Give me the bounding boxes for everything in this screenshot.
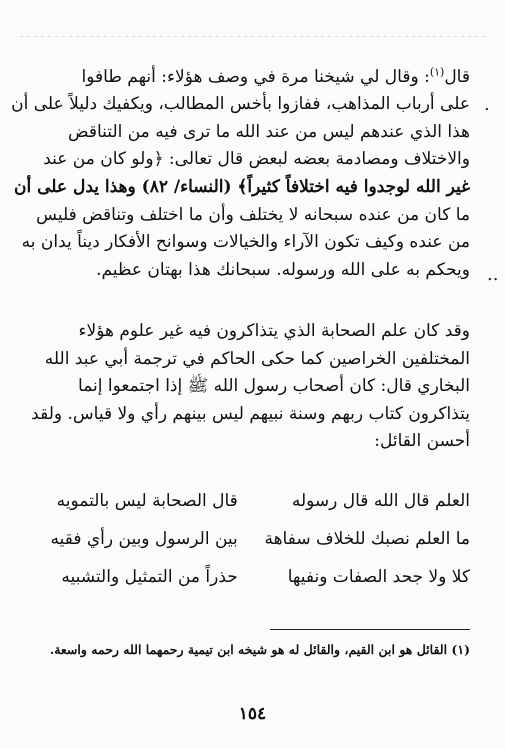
page-number: ١٥٤ — [238, 704, 267, 724]
top-scan-rule — [20, 36, 485, 37]
text-line: على أرباب المذاهب، ففازوا بأخس المطالب، ويكفيك دليلاً على أن — [11, 94, 470, 115]
text-line: ما كان من عنده سبحانه لا يختلف وأن ما اختلف وتناقض فليس — [36, 204, 470, 225]
text-line: المختلفين الخراصين كما حكى الحاكم في ترجمة أبي عبد الله — [44, 348, 470, 369]
text-line: من عنده وكيف تكون الآراء والخيالات وسوانح الأفكار ديناً يدان به — [21, 232, 470, 253]
text-line: قال$^{(١)}$: وقال لي شيخنا مرة في وصف هؤلاء: أنهم طافوا — [81, 65, 470, 87]
paragraph-main — [11, 58, 470, 284]
text-line: البخاري قال: كان أصحاب رسول الله ﷺ إذا اجتمعوا إنما — [78, 376, 470, 397]
text-line: يتذاكرون كتاب ربهم وسنة نبيهم ليس بينهم رأي ولا قياس. ولقد — [31, 403, 470, 424]
text-line: هذا الذي عندهم ليس من عند الله ما ترى فيه من التناقض — [68, 121, 470, 142]
poem-second-hemistich: حذراً من التمثيل والتشبيه — [61, 567, 238, 587]
poem-verse — [40, 520, 470, 558]
paragraph-companions — [31, 318, 470, 456]
poem-first-hemistich: العلم قال الله قال رسوله — [291, 491, 470, 511]
margin-mark: . — [484, 94, 490, 115]
poem-second-hemistich: قال الصحابة ليس بالتمويه — [56, 491, 238, 511]
text-line: وقد كان علم الصحابة الذي يتذاكرون فيه غير علوم هؤلاء — [78, 321, 470, 341]
poem-second-hemistich: بين الرسول وبين رأي فقيه — [50, 529, 238, 549]
poem-first-hemistich: ما العلم نصبك للخلاف سفاهة — [264, 529, 470, 549]
footnote-marker: (١) — [429, 65, 445, 78]
footnote: (١) القائل هو ابن القيم، والقائل له هو شيخه ابن تيمية رحمهما الله رحمه واسعة. — [49, 642, 470, 657]
poem-first-hemistich: كلا ولا جحد الصفات ونفيها — [287, 567, 470, 587]
quran-verse-line: غير الله لوجدوا فيه اختلافاً كثيراً﴾ (النساء/ ٨٢) وهذا يدل على أن — [14, 177, 470, 198]
footnote-separator — [270, 629, 470, 630]
poem — [40, 482, 470, 596]
margin-mark: .. — [487, 264, 499, 285]
text-line: والاختلاف ومصادمة بعضه لبعض قال تعالى: ﴿ولو كان من عند — [43, 149, 470, 170]
text-line: ويحكم به على الله ورسوله. سبحانك هذا بهتان عظيم. — [96, 259, 470, 280]
poem-verse — [40, 482, 470, 520]
poem-verse — [40, 558, 470, 596]
text-line: أحسن القائل: — [374, 431, 470, 452]
